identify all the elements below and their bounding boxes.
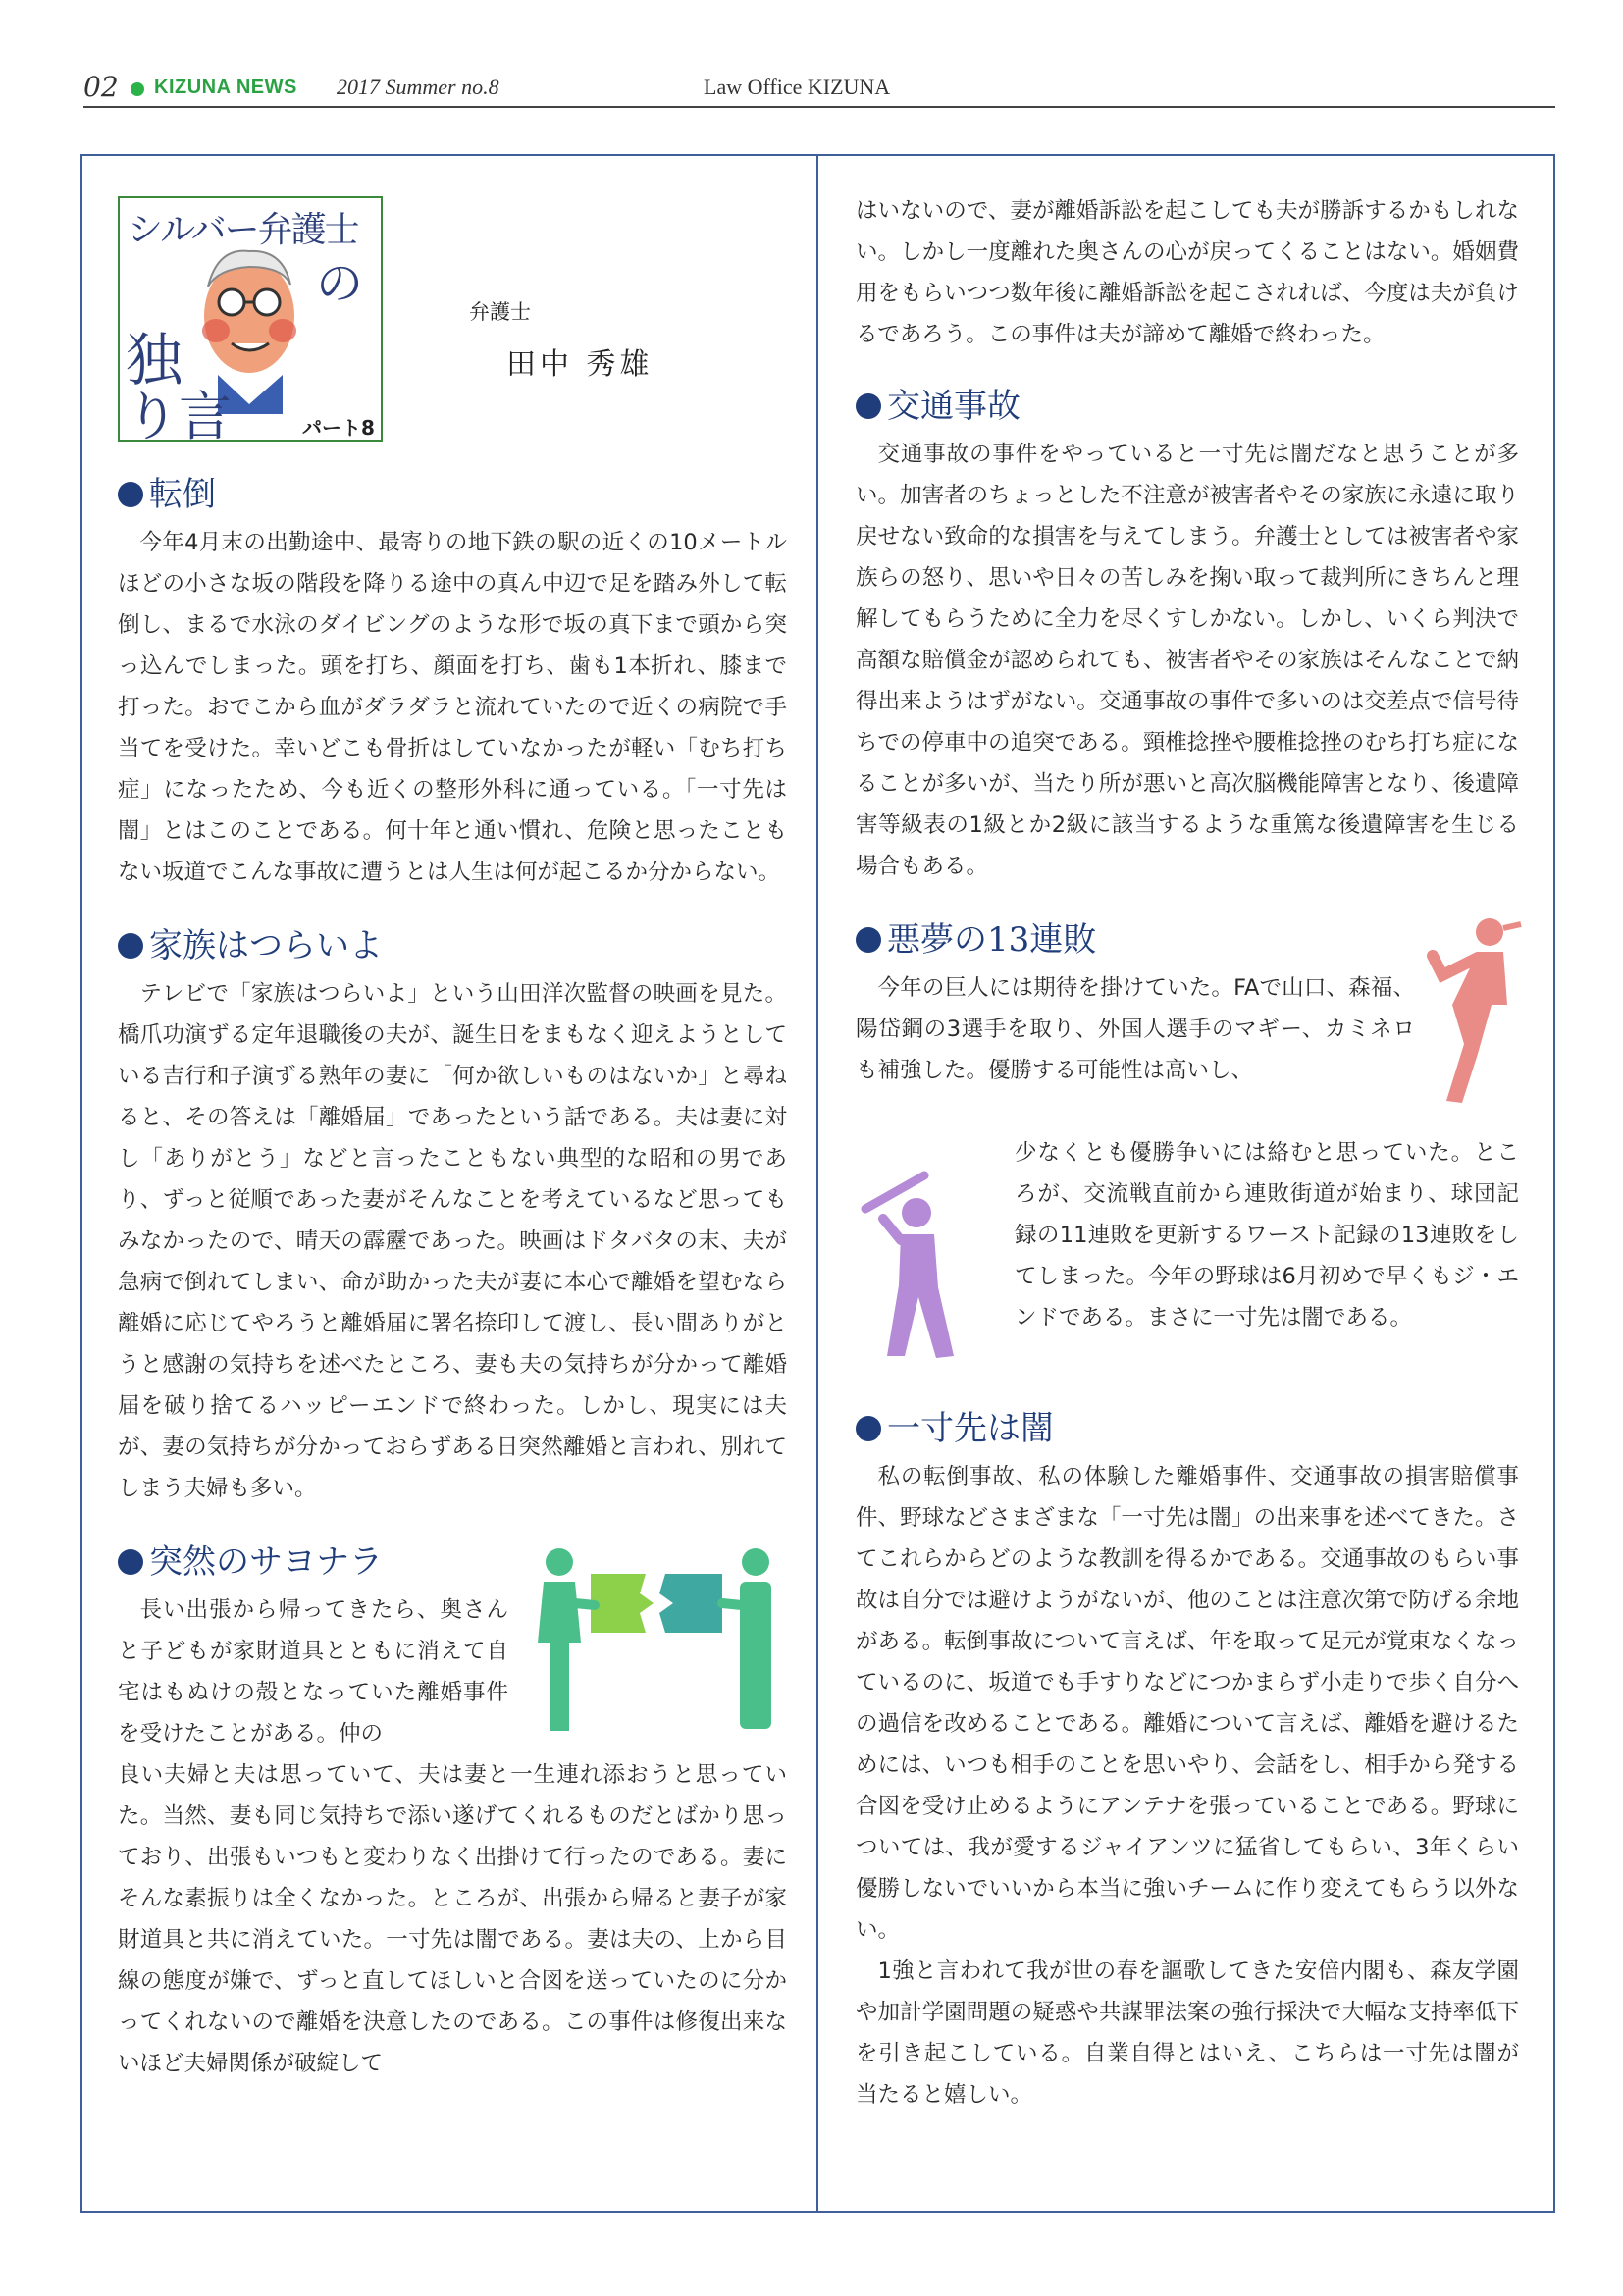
logo-title: シルバー弁護士 [128, 210, 358, 250]
author-role: 弁護士 [469, 300, 531, 324]
office-name: Law Office KIZUNA [704, 75, 891, 99]
section-body: 私の転倒事故、私の体験した離婚事件、交通事故の損害賠償事件、野球などさまざまな「一寸先は闇」の出来事を述べてきた。さてこれらからどのような教訓を得るかである。交通事故のもらい事故は自分では避けようがないが、他のことは注意次第で防げる余地がある。転倒事故について言えば、年を取って足元が覚束なくなっているのに、坂道でも手すりなどにつかまらず小走りで歩く自分への過信を改めることである。離婚について言えば、離婚を避けるためには、いつも相手のことを思いやり、会話をし、相手から発する合図を受け止めるようにアンテナを張っていることである。野球については、我が愛するジャイアンツに猛省してもらい、3年くらい優勝しないでいいから本当に強いチームに作り変えてもらう以外ない。 [856, 1464, 1519, 1943]
column-logo [118, 196, 383, 447]
section-heading: 家族はつらいよ [118, 918, 787, 973]
column-divider [816, 154, 818, 2213]
section-body: テレビで「家族はつらいよ」という山田洋次監督の映画を見た。橋爪功演ずる定年退職後の夫が、誕生日をまもなく迎えようとしている吉行和子演ずる熟年の妻に「何か欲しいものはないか」と尋ねると、その答えは「離婚届」であったという話である。夫は妻に対し「ありがとう」などと言ったこともない典型的な昭和の男であり、ずっと従順であった妻がそんなことを考えているなど思ってもみなかったので、晴天の霹靂であった。映画はドタバタの末、夫が急病で倒れてしまい、命が助かった夫が妻に本心で離婚を望むなら離婚に応じてやろうと離婚届に署名捺印して渡し、長い間ありがとうと感謝の気持ちを述べたところ、妻も夫の気持ちが分かって離婚届を破り捨てるハッピーエンドで終わった。しかし、現実には夫が、妻の気持ちが分かっておらずある日突然離婚と言われ、別れてしまう夫婦も多い。 [118, 981, 787, 1501]
section-body: 今年4月末の出勤途中、最寄りの地下鉄の駅の近くの10メートルほどの小さな坂の階段を降りる途中の真ん中辺で足を踏み外して転倒し、まるで水泳のダイビングのような形で坂の真下まで頭から突っ込んでしまった。頭を打ち、顔面を打ち、歯も1本折れ、膝まで打った。おでこから血がダラダラと流れていたので近くの病院で手当てを受けた。幸いどこも骨折はしていなかったが軽い「むち打ち症」になったため、今も近くの整形外科に通っている。「一寸先は闇」とはこのことである。何十年と通い慣れ、危険と思ったこともない坂道でこんな事故に遭うとは人生は何が起こるか分からない。 [118, 530, 787, 885]
header-rule [83, 106, 1555, 108]
author-name: 田中 秀雄 [506, 347, 654, 382]
heading-bullet-icon [118, 933, 143, 959]
section-body: 少なくとも優勝争いには絡むと思っていた。ところが、交流戦直前から連敗街道が始まり、球団記録の11連敗を更新するワースト記録の13連敗をしてしまった。今年の野球は6月初めで早くもジ・エンドである。まさに一寸先は闇である。 [1015, 1140, 1519, 1331]
right-column [856, 190, 1519, 2115]
section-body: 長い出張から帰ってきたら、奥さんと子どもが家財道具とともに消えて自宅はもぬけの殻となっていた離婚事件を受けたことがある。仲の [118, 1597, 508, 1747]
bullet-dot-icon [131, 82, 144, 96]
section-heading: 悪夢の13連敗 [856, 913, 1519, 967]
heading-bullet-icon [856, 927, 881, 953]
couple-puzzle-icon [530, 1535, 785, 1750]
section-heading: 突然のサヨナラ [118, 1535, 787, 1590]
section-body: はいないので、妻が離婚訴訟を起こしても夫が勝訴するかもしれない。しかし一度離れた奥さんの心が戻ってくることはない。婚姻費用をもらいつつ数年後に離婚訴訟を起こされれば、今度は夫が負けるであろう。この事件は夫が諦めて離婚で終わった。 [856, 198, 1519, 347]
section-heading: 転倒 [118, 467, 787, 522]
heading-bullet-icon [856, 393, 881, 419]
section-heading: 一寸先は闇 [856, 1401, 1519, 1456]
section-body: 今年の巨人には期待を掛けていた。FAで山口、森福、陽岱鋼の3選手を取り、外国人選手のマギー、カミネロも補強した。優勝する可能性は高いし、 [856, 975, 1415, 1083]
logo-rigen: り言 [126, 386, 232, 447]
logo-no: の [316, 256, 364, 311]
heading-bullet-icon [118, 482, 143, 507]
left-column [118, 467, 787, 2084]
section-heading: 交通事故 [856, 379, 1519, 434]
issue-label: 2017 Summer no.8 [337, 75, 499, 99]
section-body: 1強と言われて我が世の春を謳歌してきた安倍内閣も、森友学園や加計学園問題の疑惑や共謀罪法案の強行採決で大幅な支持率低下を引き起こしている。自業自得とはいえ、こちらは一寸先は闇が当たると嬉しい。 [856, 1958, 1519, 2108]
newsletter-name: KIZUNA NEWS [154, 77, 297, 98]
logo-part: パート8 [302, 416, 375, 440]
heading-bullet-icon [118, 1549, 143, 1575]
page-header [83, 71, 1555, 106]
section-body: 交通事故の事件をやっていると一寸先は闇だなと思うことが多い。加害者のちょっとした不注意が被害者やその家族に永遠に取り戻せない致命的な損害を与えてしまう。弁護士としては被害者や家族らの怒り、思いや日々の苦しみを掬い取って裁判所にきちんと理解してもらうために全力を尽くすしかない。しかし、いくら判決で高額な賠償金が認められても、被害者やその家族はそんなことで納得出来ようはずがない。交通事故の事件で多いのは交差点で信号待ちでの停車中の追突である。頸椎捻挫や腰椎捻挫のむち打ち症になることが多いが、当たり所が悪いと高次脳機能障害となり、後遺障害等級表の1級とか2級に該当するような重篤な後遺障害を生じる場合もある。 [856, 442, 1519, 879]
batter-figure-icon [856, 1170, 973, 1366]
pitcher-figure-icon [1413, 907, 1531, 1113]
logo-doku: 独 [126, 327, 183, 393]
section-body: 良い夫婦と夫は思っていて、夫は妻と一生連れ添おうと思っていた。当然、妻も同じ気持ちで添い遂げてくれるものだとばかり思っており、出張もいつもと変わりなく出掛けて行ったのである。妻にそんな素振りは全くなかった。ところが、出張から帰ると妻子が家財道具と共に消えていた。一寸先は闇である。妻は夫の、上から目線の態度が嫌で、ずっと直してほしいと合図を送っていたのに分かってくれないので離婚を決意したのである。この事件は修復出来ないほど夫婦関係が破綻して [118, 1762, 787, 2076]
page-number: 02 [83, 71, 119, 103]
